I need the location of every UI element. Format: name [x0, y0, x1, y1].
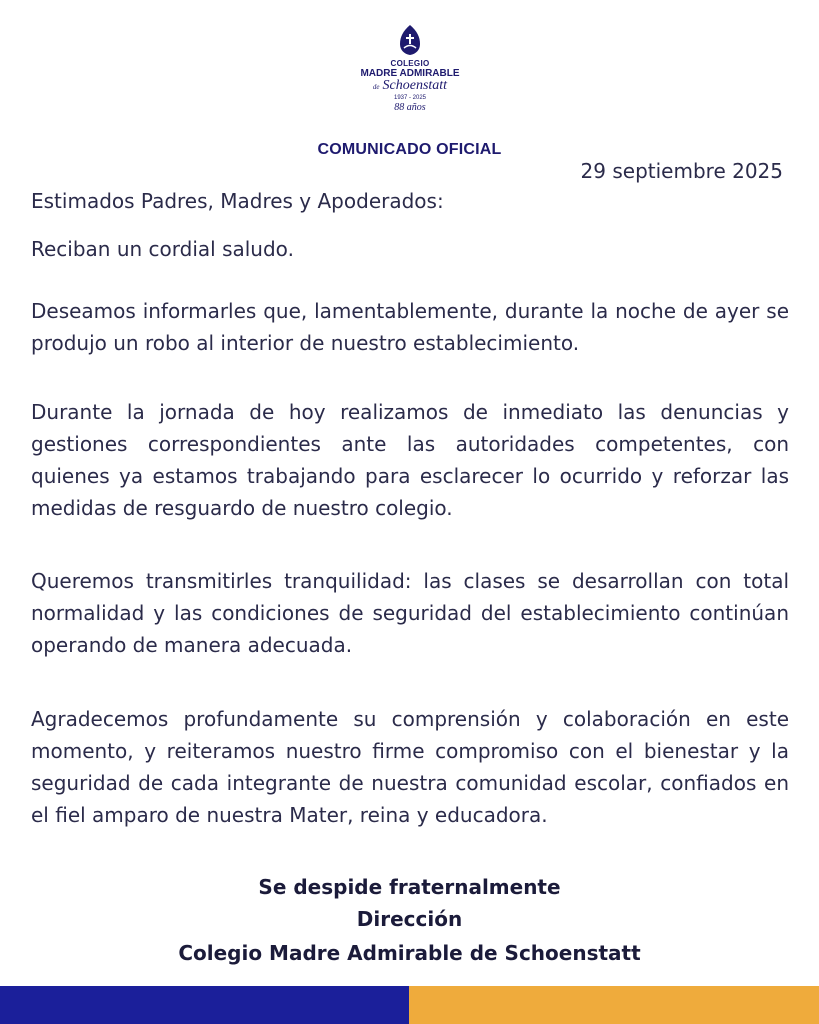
logo-years: 1937 - 2025 — [393, 95, 427, 101]
letter-paragraph: Queremos transmitirles tranquilidad: las clases se desarrollan con total normalidad y las condiciones de seguridad del establecimiento continúan operando de manera adecuada. — [31, 569, 789, 657]
shield-cross-icon — [397, 24, 423, 56]
logo-line-name: MADRE ADMIRABLE — [360, 68, 460, 79]
logo-line-colegio: COLEGIO — [390, 59, 430, 68]
letter-salute: Reciban un cordial saludo. — [31, 237, 294, 261]
logo-line-schoenstatt — [340, 79, 480, 94]
document-title: COMUNICADO OFICIAL — [317, 141, 502, 158]
letter-paragraph: Durante la jornada de hoy realizamos de inmediato las denuncias y gestiones correspondientes ante las autoridades competentes, con quienes ya estamos trabajando para esclarecer lo ocurrido y reforzar las medidas de resguardo de nuestro colegio. — [31, 400, 789, 520]
logo-anniversary: 88 años — [394, 102, 426, 113]
signature-office: Dirección — [356, 907, 463, 931]
signature-institution: Colegio Madre Admirable de Schoenstatt — [178, 941, 641, 965]
school-logo — [340, 24, 480, 113]
logo-line-script: Schoenstatt — [382, 78, 448, 93]
letter-paragraph: Agradecemos profundamente su comprensión y colaboración en este momento, y reiteramos nuestro firme compromiso con el bienestar y la seguridad de cada integrante de nuestra comunidad escolar, confiados en el fiel amparo de nuestra Mater, reina y educadora. — [31, 707, 789, 827]
letter-paragraph: Deseamos informarles que, lamentablemente, durante la noche de ayer se produjo un robo al interior de nuestro establecimiento. — [31, 299, 789, 355]
letter-greeting: Estimados Padres, Madres y Apoderados: — [31, 189, 444, 213]
document-date: 29 septiembre 2025 — [580, 159, 783, 183]
logo-line-prefix: de — [372, 83, 380, 91]
footer-bar-blue — [0, 986, 409, 1024]
footer-bar-gold — [409, 986, 819, 1024]
signature-closing: Se despide fraternalmente — [258, 875, 561, 899]
